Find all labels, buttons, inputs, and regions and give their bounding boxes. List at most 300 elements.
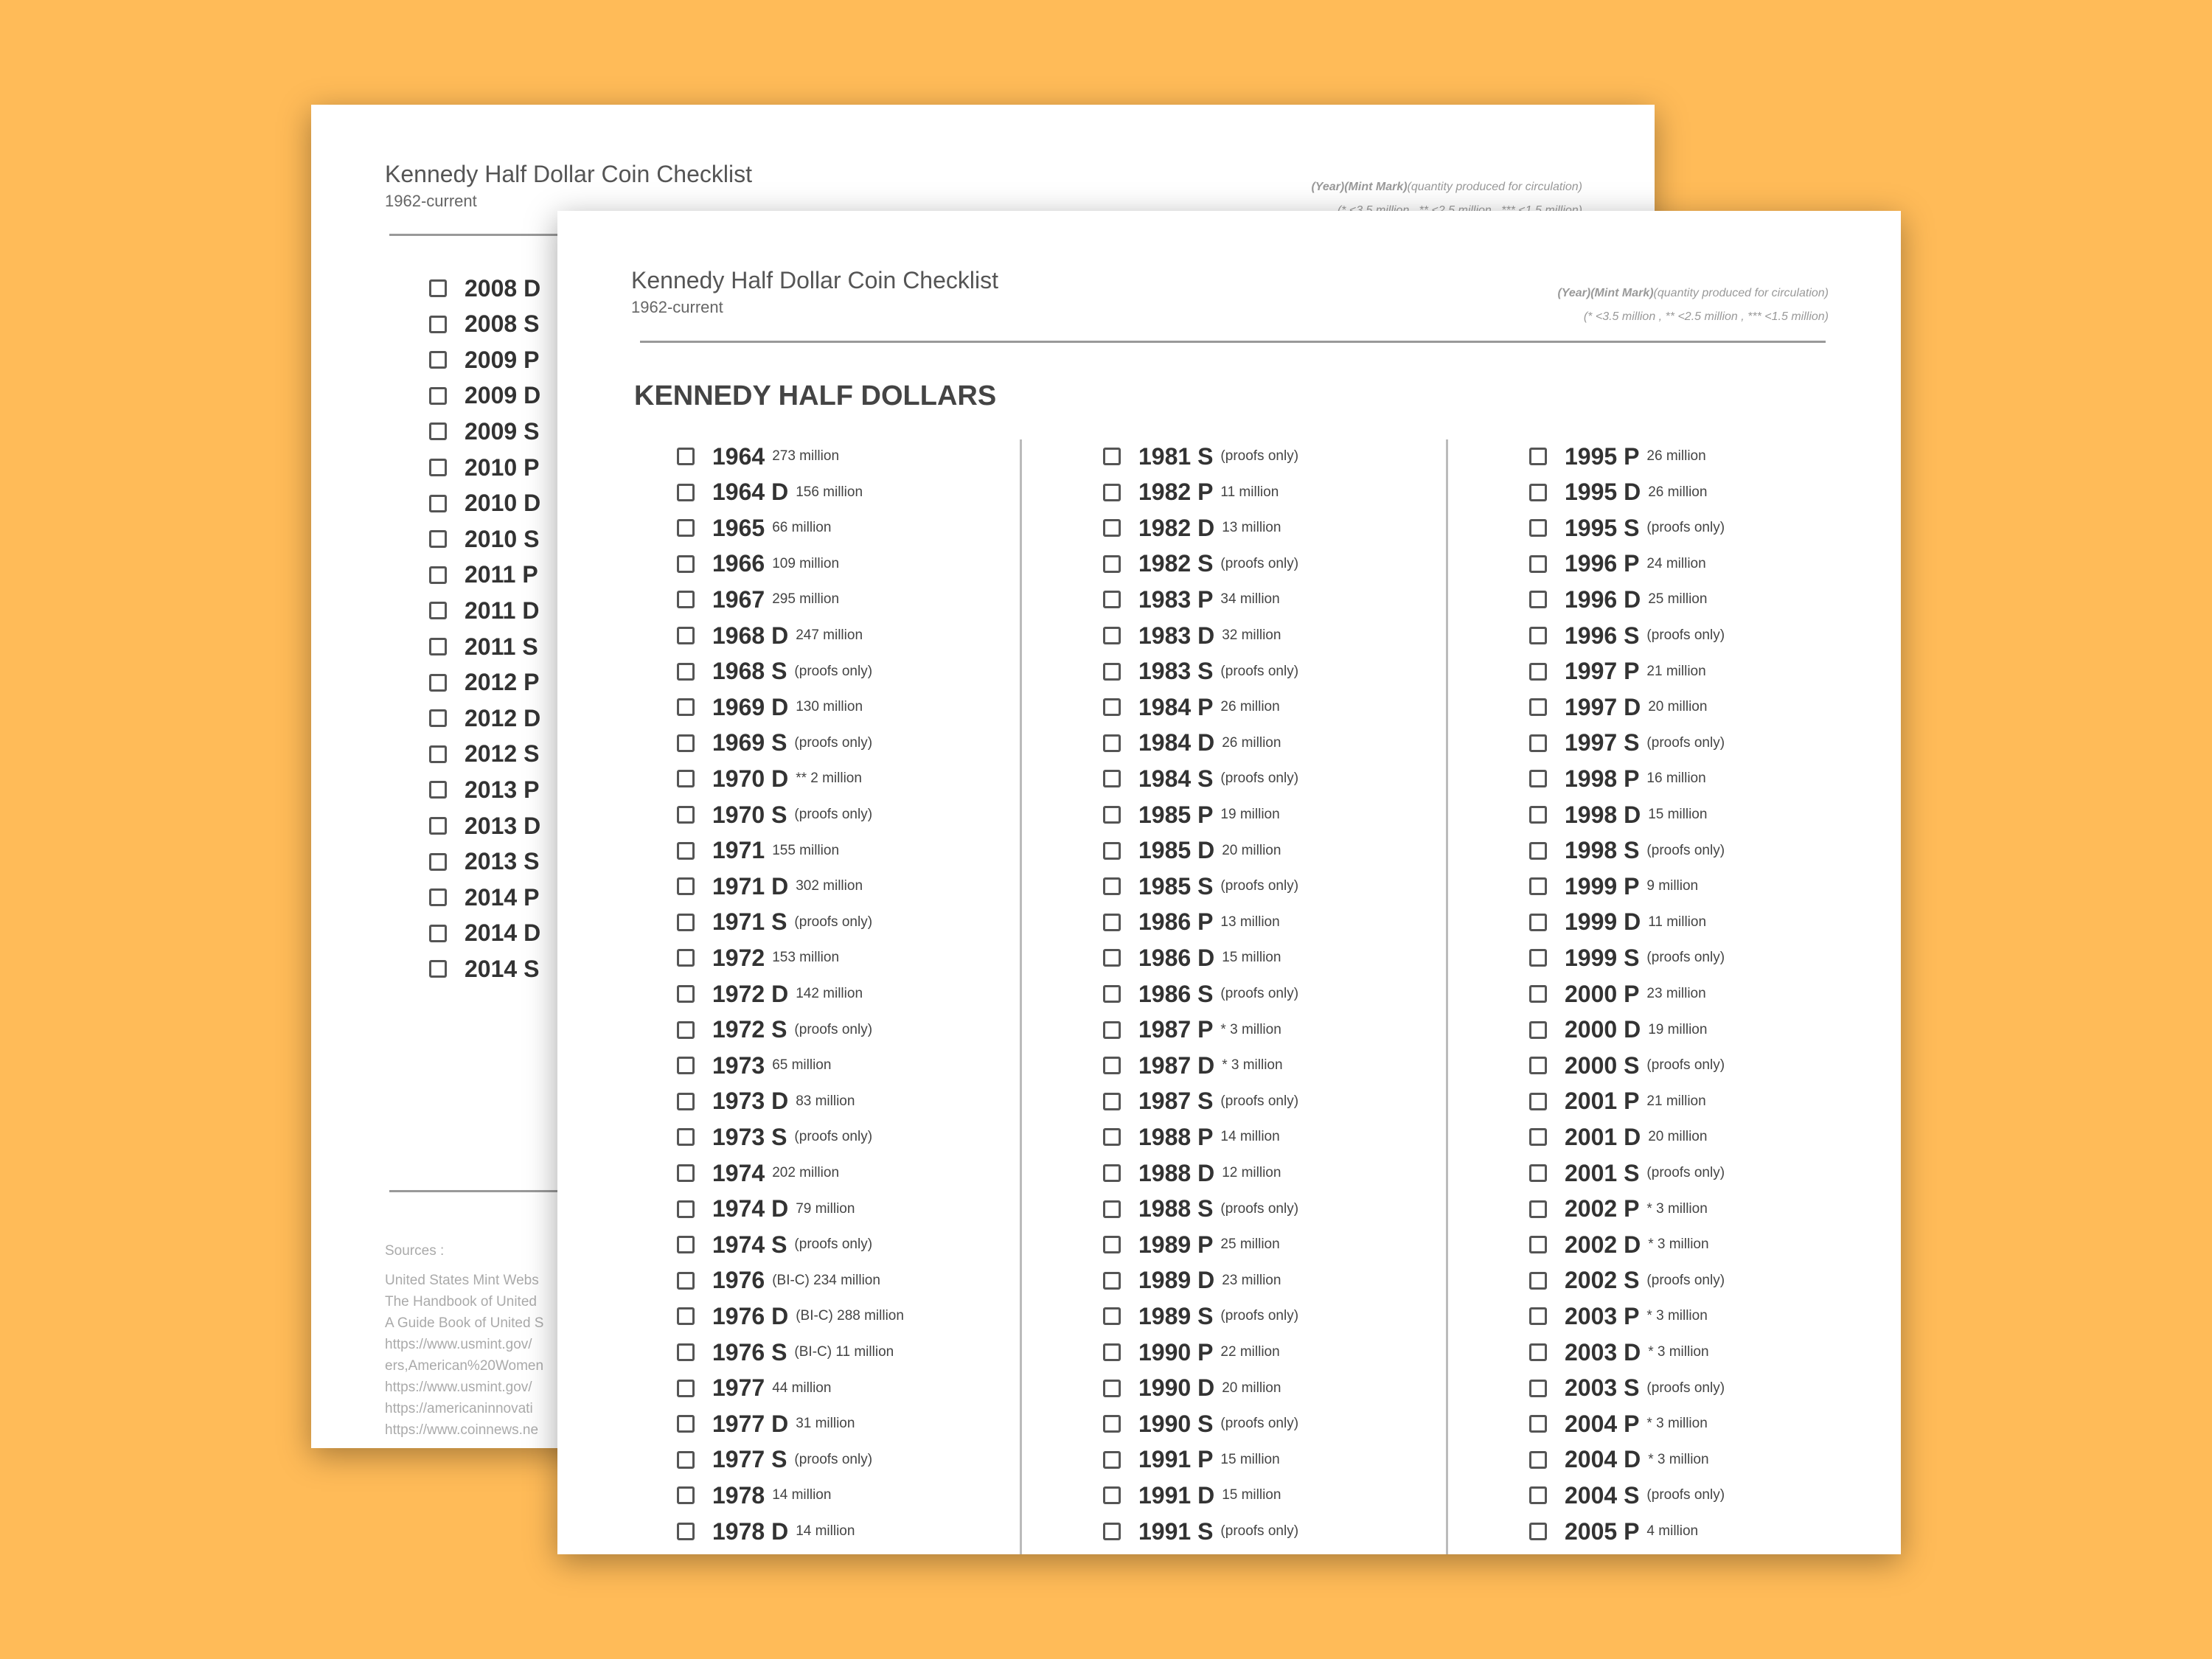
coin-label: 1969 S [712, 729, 787, 757]
coin-label: 2009 S [465, 417, 540, 445]
mintage-note: * 3 million [1220, 1021, 1281, 1037]
checklist-item [677, 439, 839, 473]
checkbox[interactable] [677, 627, 695, 644]
checkbox[interactable] [1529, 591, 1547, 608]
checkbox[interactable] [677, 519, 695, 537]
mintage-note: (proofs only) [1646, 842, 1725, 858]
checklist-item [1103, 1371, 1281, 1405]
mintage-note: 14 million [1220, 1129, 1280, 1145]
checkbox[interactable] [1103, 1128, 1121, 1146]
checklist-item [677, 762, 862, 796]
checkbox[interactable] [1529, 1307, 1547, 1325]
checkbox[interactable] [1103, 663, 1121, 681]
checkbox[interactable] [1529, 1523, 1547, 1540]
mintage-note: 12 million [1222, 1165, 1281, 1180]
checkbox[interactable] [1103, 1451, 1121, 1469]
checkbox[interactable] [429, 781, 447, 799]
mintage-note: 16 million [1646, 771, 1706, 787]
coin-label: 2008 S [465, 310, 540, 338]
checkbox[interactable] [1103, 806, 1121, 824]
coin-label: 1985 S [1138, 872, 1214, 900]
coin-label: 1986 D [1138, 944, 1215, 971]
coin-label: 1987 D [1138, 1051, 1215, 1079]
checkbox[interactable] [1529, 1021, 1547, 1039]
checkbox[interactable] [1103, 591, 1121, 608]
checkbox[interactable] [1529, 949, 1547, 967]
checkbox[interactable] [1529, 734, 1547, 752]
coin-label: 1998 S [1565, 837, 1640, 864]
coin-label: 2011 S [465, 633, 538, 660]
checkbox[interactable] [1529, 1057, 1547, 1074]
coin-label: 2009 P [465, 346, 540, 373]
checkbox[interactable] [677, 663, 695, 681]
checklist-item [1529, 1120, 1707, 1154]
checkbox[interactable] [1529, 1343, 1547, 1361]
checkbox[interactable] [677, 698, 695, 716]
checkbox[interactable] [677, 1486, 695, 1504]
checkbox[interactable] [677, 1128, 695, 1146]
coin-label: 1985 D [1138, 837, 1215, 864]
mintage-note: 21 million [1646, 1093, 1706, 1109]
checkbox[interactable] [1103, 1272, 1121, 1290]
mintage-note: 15 million [1222, 1487, 1281, 1503]
checklist-item [1103, 941, 1281, 975]
checkbox[interactable] [429, 279, 447, 297]
checklist-item [1529, 977, 1706, 1011]
coin-label: 1970 D [712, 765, 789, 792]
checkbox[interactable] [1529, 519, 1547, 537]
checkbox[interactable] [1103, 1380, 1121, 1397]
checkbox[interactable] [677, 1093, 695, 1110]
coin-label: 1978 [712, 1481, 765, 1509]
checklist-item [677, 1335, 894, 1369]
checkbox[interactable] [1103, 1021, 1121, 1039]
legend-quantity: (quantity produced for circulation) [1653, 287, 1829, 299]
checklist-item [1529, 941, 1725, 975]
checkbox[interactable] [1529, 1451, 1547, 1469]
checklist-item [1103, 511, 1281, 545]
checklist-item [1529, 1443, 1709, 1477]
coin-label: 1968 D [712, 622, 789, 649]
mintage-note: (BI-C) 234 million [772, 1272, 880, 1288]
coin-label: 1972 [712, 944, 765, 971]
mintage-note: 202 million [772, 1165, 840, 1180]
checkbox[interactable] [1103, 1523, 1121, 1540]
checklist-item [1103, 1013, 1281, 1047]
mintage-note: 13 million [1220, 914, 1280, 930]
coin-label: 2012 P [465, 669, 540, 696]
checklist-item [677, 1013, 872, 1047]
checklist-item [677, 1264, 880, 1298]
checkbox[interactable] [429, 566, 447, 584]
mintage-note: 24 million [1646, 555, 1706, 571]
coin-label: 1983 S [1138, 658, 1214, 685]
mintage-note: 153 million [772, 950, 840, 966]
checkbox[interactable] [429, 602, 447, 619]
checkbox[interactable] [429, 674, 447, 692]
checkbox[interactable] [1103, 842, 1121, 860]
checkbox[interactable] [429, 495, 447, 512]
checkbox[interactable] [429, 925, 447, 942]
checkbox[interactable] [429, 459, 447, 476]
mintage-note: (proofs only) [1220, 1093, 1299, 1109]
checklist-item [677, 476, 863, 509]
checkbox[interactable] [677, 1451, 695, 1469]
coin-label: 1974 [712, 1159, 765, 1186]
coin-label: 1998 P [1565, 765, 1640, 792]
coin-label: 1997 S [1565, 729, 1640, 757]
checklist-item [429, 845, 539, 879]
checklist-item [1103, 798, 1280, 832]
checkbox[interactable] [1103, 1093, 1121, 1110]
mintage-note: 20 million [1222, 1380, 1281, 1396]
checklist-item [677, 1048, 831, 1082]
coin-label: 1974 D [712, 1195, 789, 1222]
checklist-item [677, 1156, 839, 1190]
coin-label: 2012 S [465, 740, 540, 768]
coin-label: 2014 P [465, 883, 540, 911]
checkbox[interactable] [1529, 663, 1547, 681]
coin-label: 1995 P [1565, 442, 1640, 470]
checkbox[interactable] [1529, 484, 1547, 501]
coin-label: 1984 S [1138, 765, 1214, 792]
sources-list [385, 1270, 543, 1441]
checkbox[interactable] [1103, 519, 1121, 537]
coin-label: 1970 S [712, 801, 787, 828]
checkbox[interactable] [677, 1164, 695, 1182]
checkbox[interactable] [1103, 914, 1121, 931]
checkbox[interactable] [1103, 985, 1121, 1003]
checklist-item [677, 977, 863, 1011]
checkbox[interactable] [1103, 448, 1121, 465]
checkbox[interactable] [1529, 1200, 1547, 1218]
checklist-item [1103, 1120, 1280, 1154]
mintage-note: (proofs only) [1220, 1308, 1299, 1324]
mintage-note: * 3 million [1646, 1308, 1708, 1324]
checklist-item [677, 1443, 872, 1477]
checkbox[interactable] [677, 914, 695, 931]
checklist-item [429, 773, 539, 807]
mintage-note: 155 million [772, 842, 840, 858]
mintage-note: 25 million [1220, 1237, 1280, 1253]
section-heading: KENNEDY HALF DOLLARS [634, 380, 997, 411]
checklist-item [1529, 655, 1706, 689]
mintage-note: (proofs only) [794, 807, 873, 822]
checkbox[interactable] [429, 817, 447, 835]
checklist-item [1529, 834, 1725, 868]
mintage-note: 247 million [796, 627, 863, 643]
checkbox[interactable] [1103, 734, 1121, 752]
coin-label: 2002 D [1565, 1231, 1641, 1258]
mintage-note: (proofs only) [794, 1021, 873, 1037]
mintage-note: 14 million [772, 1487, 832, 1503]
checkbox[interactable] [677, 806, 695, 824]
checkbox[interactable] [1529, 448, 1547, 465]
checkbox[interactable] [1103, 770, 1121, 787]
checkbox[interactable] [1529, 627, 1547, 644]
checkbox[interactable] [677, 1272, 695, 1290]
checkbox[interactable] [429, 709, 447, 727]
mintage-note: 31 million [796, 1416, 855, 1432]
coin-label: 1983 P [1138, 585, 1214, 613]
checkbox[interactable] [429, 888, 447, 906]
mintage-note: (proofs only) [1220, 448, 1299, 464]
checkbox[interactable] [429, 638, 447, 655]
checkbox[interactable] [1529, 1380, 1547, 1397]
checkbox[interactable] [677, 985, 695, 1003]
source-line: ers,American%20Women [385, 1358, 544, 1374]
coin-label: 1995 D [1565, 479, 1641, 506]
checklist-item [429, 594, 539, 627]
coin-label: 2003 D [1565, 1338, 1641, 1366]
coin-label: 2011 D [465, 597, 540, 624]
checkbox[interactable] [429, 960, 447, 978]
checkbox[interactable] [1529, 877, 1547, 895]
mintage-note: (proofs only) [1220, 1200, 1299, 1217]
checkbox[interactable] [1103, 877, 1121, 895]
checklist-item [429, 737, 539, 771]
checklist-item [1529, 476, 1707, 509]
mintage-note: 295 million [772, 591, 840, 608]
coin-label: 1969 D [712, 693, 789, 720]
checklist-item [1103, 690, 1280, 724]
checkbox[interactable] [1103, 627, 1121, 644]
checkbox[interactable] [677, 448, 695, 465]
coin-label: 2013 P [465, 776, 540, 803]
coin-label: 2008 D [465, 274, 541, 302]
checkbox[interactable] [1529, 842, 1547, 860]
checklist-item [1529, 1299, 1708, 1333]
coin-label: 2003 S [1565, 1374, 1640, 1402]
checkbox[interactable] [677, 770, 695, 787]
checklist-item [1103, 1085, 1298, 1119]
mintage-note: 15 million [1220, 1451, 1280, 1467]
checkbox[interactable] [429, 853, 447, 871]
coin-label: 1973 [712, 1051, 765, 1079]
checkbox[interactable] [677, 734, 695, 752]
checkbox[interactable] [1103, 698, 1121, 716]
checkbox[interactable] [1103, 1200, 1121, 1218]
checklist-item [1529, 439, 1706, 473]
checklist-item [1103, 1407, 1298, 1441]
checkbox[interactable] [1529, 985, 1547, 1003]
checkbox[interactable] [429, 387, 447, 405]
mintage-note: 273 million [772, 448, 840, 464]
coin-label: 1989 D [1138, 1267, 1215, 1294]
checklist-item [677, 1514, 855, 1548]
mintage-note: 26 million [1220, 699, 1280, 715]
mintage-note: (BI-C) 288 million [796, 1308, 904, 1324]
mintage-note: 11 million [1220, 484, 1279, 500]
checkbox[interactable] [1529, 806, 1547, 824]
checklist-item [677, 798, 872, 832]
mintage-note: 83 million [796, 1093, 855, 1109]
coin-label: 1997 P [1565, 658, 1640, 685]
coin-label: 2001 S [1565, 1159, 1640, 1186]
checklist-item [429, 343, 539, 377]
checklist-item [1103, 905, 1280, 939]
checkbox[interactable] [677, 1200, 695, 1218]
coin-label: 2010 S [465, 525, 540, 552]
checklist-item [1103, 1228, 1280, 1262]
mintage-note: 13 million [1222, 520, 1281, 536]
checklist-item [1529, 1085, 1706, 1119]
checkbox[interactable] [1529, 1272, 1547, 1290]
mintage-note: 23 million [1222, 1272, 1281, 1288]
checkbox[interactable] [677, 949, 695, 967]
checkbox[interactable] [677, 842, 695, 860]
checkbox[interactable] [1103, 1307, 1121, 1325]
checkbox[interactable] [677, 1236, 695, 1253]
checklist-item [1529, 1156, 1725, 1190]
coin-label: 2014 S [465, 955, 540, 982]
checklist-item [677, 1407, 855, 1441]
checkbox[interactable] [1529, 698, 1547, 716]
checkbox[interactable] [1529, 914, 1547, 931]
checkbox[interactable] [1103, 949, 1121, 967]
checkbox[interactable] [429, 530, 447, 548]
checkbox[interactable] [677, 591, 695, 608]
mintage-note: (proofs only) [794, 1129, 873, 1145]
checklist-item [677, 582, 839, 616]
checkbox[interactable] [1529, 1093, 1547, 1110]
coin-label: 1977 D [712, 1410, 789, 1437]
mintage-note: 65 million [772, 1057, 832, 1074]
checkbox[interactable] [1103, 1057, 1121, 1074]
checkbox[interactable] [1529, 770, 1547, 787]
coin-label: 1990 P [1138, 1338, 1214, 1366]
coin-label: 1972 S [712, 1016, 787, 1043]
checkbox[interactable] [429, 351, 447, 369]
mintage-note: 26 million [1646, 448, 1706, 464]
coin-label: 2009 D [465, 382, 541, 409]
coin-label: 1972 D [712, 980, 789, 1007]
checklist-item [677, 690, 863, 724]
checkbox[interactable] [677, 1057, 695, 1074]
coin-label: 2014 D [465, 919, 541, 947]
mintage-note: 32 million [1222, 627, 1281, 643]
coin-label: 1971 [712, 837, 765, 864]
source-line: A Guide Book of United S [385, 1315, 544, 1331]
coin-label: 1976 S [712, 1338, 787, 1366]
mintage-note: 23 million [1646, 986, 1706, 1001]
checkbox[interactable] [677, 1021, 695, 1039]
mintage-note: (proofs only) [794, 914, 873, 930]
mintage-note: (proofs only) [794, 734, 873, 751]
checkbox[interactable] [1103, 1236, 1121, 1253]
legend-line-1 [1311, 175, 1582, 199]
checklist-item [1103, 1514, 1298, 1548]
checkbox[interactable] [677, 1523, 695, 1540]
checkbox[interactable] [677, 1380, 695, 1397]
checklist-item [1103, 977, 1298, 1011]
checkbox[interactable] [1103, 1164, 1121, 1182]
mintage-note: (proofs only) [794, 663, 873, 679]
checkbox[interactable] [677, 1307, 695, 1325]
coin-label: 1996 S [1565, 622, 1640, 649]
checkbox[interactable] [1103, 555, 1121, 573]
checklist-item [1103, 869, 1298, 903]
checklist-item [429, 558, 538, 592]
mintage-note: 20 million [1648, 1129, 1708, 1145]
mintage-note: (proofs only) [1646, 1380, 1725, 1396]
checklist-item [1103, 655, 1298, 689]
mintage-note: 302 million [796, 878, 863, 894]
mintage-note: * 3 million [1646, 1200, 1708, 1217]
checkbox[interactable] [1529, 1415, 1547, 1433]
checkbox[interactable] [1529, 1236, 1547, 1253]
coin-label: 2010 P [465, 453, 540, 481]
mintage-note: (proofs only) [794, 1451, 873, 1467]
checkbox[interactable] [1103, 1343, 1121, 1361]
checkbox[interactable] [1529, 1164, 1547, 1182]
checklist-item [677, 869, 863, 903]
checklist-item [1529, 869, 1698, 903]
mintage-note: (proofs only) [1220, 663, 1299, 679]
checklist-item [1103, 726, 1281, 760]
checklist-item [429, 379, 540, 413]
checklist-item [1529, 1478, 1725, 1512]
checkbox[interactable] [1529, 1128, 1547, 1146]
checkbox[interactable] [677, 1343, 695, 1361]
checkbox[interactable] [677, 1415, 695, 1433]
source-line: https://www.coinnews.ne [385, 1422, 539, 1438]
checklist-item [1529, 1264, 1725, 1298]
checkbox[interactable] [429, 422, 447, 440]
coin-label: 2011 P [465, 561, 538, 588]
checklist-item [677, 1085, 855, 1119]
checklist-item [1529, 582, 1707, 616]
checklist-item [1529, 1514, 1698, 1548]
checkbox[interactable] [1529, 555, 1547, 573]
checklist-item [677, 1120, 872, 1154]
checklist-item [677, 905, 872, 939]
checklist-item [429, 952, 539, 986]
coin-label: 1987 P [1138, 1016, 1214, 1043]
checklist-item [1103, 547, 1298, 581]
page-title: Kennedy Half Dollar Coin Checklist [631, 267, 998, 293]
mintage-note: (proofs only) [1646, 520, 1725, 536]
checkbox[interactable] [1529, 1486, 1547, 1504]
checkbox[interactable] [677, 877, 695, 895]
checkbox[interactable] [1103, 484, 1121, 501]
coin-label: 2005 P [1565, 1517, 1640, 1545]
mintage-note: 20 million [1222, 842, 1281, 858]
checkbox[interactable] [1103, 1486, 1121, 1504]
checkbox[interactable] [429, 745, 447, 763]
checkbox[interactable] [677, 484, 695, 501]
mintage-note: * 3 million [1648, 1344, 1709, 1360]
coin-label: 2000 S [1565, 1051, 1640, 1079]
coin-label: 2001 P [1565, 1088, 1640, 1115]
checklist-item [429, 522, 539, 556]
source-line: https://www.usmint.gov/ [385, 1380, 532, 1395]
checklist-item [1103, 582, 1280, 616]
coin-label: 1999 D [1565, 908, 1641, 936]
checklist-item [429, 917, 540, 950]
checkbox[interactable] [677, 555, 695, 573]
checklist-item [1103, 1264, 1281, 1298]
checkbox[interactable] [1103, 1415, 1121, 1433]
mintage-note: (proofs only) [1220, 1523, 1299, 1539]
checklist-item [677, 1371, 831, 1405]
checklist-item [677, 941, 839, 975]
checklist-item [677, 547, 839, 581]
mintage-note: 11 million [1648, 914, 1707, 930]
checklist-item [1529, 1335, 1709, 1369]
checklist-item [1529, 1013, 1707, 1047]
checkbox[interactable] [429, 316, 447, 333]
